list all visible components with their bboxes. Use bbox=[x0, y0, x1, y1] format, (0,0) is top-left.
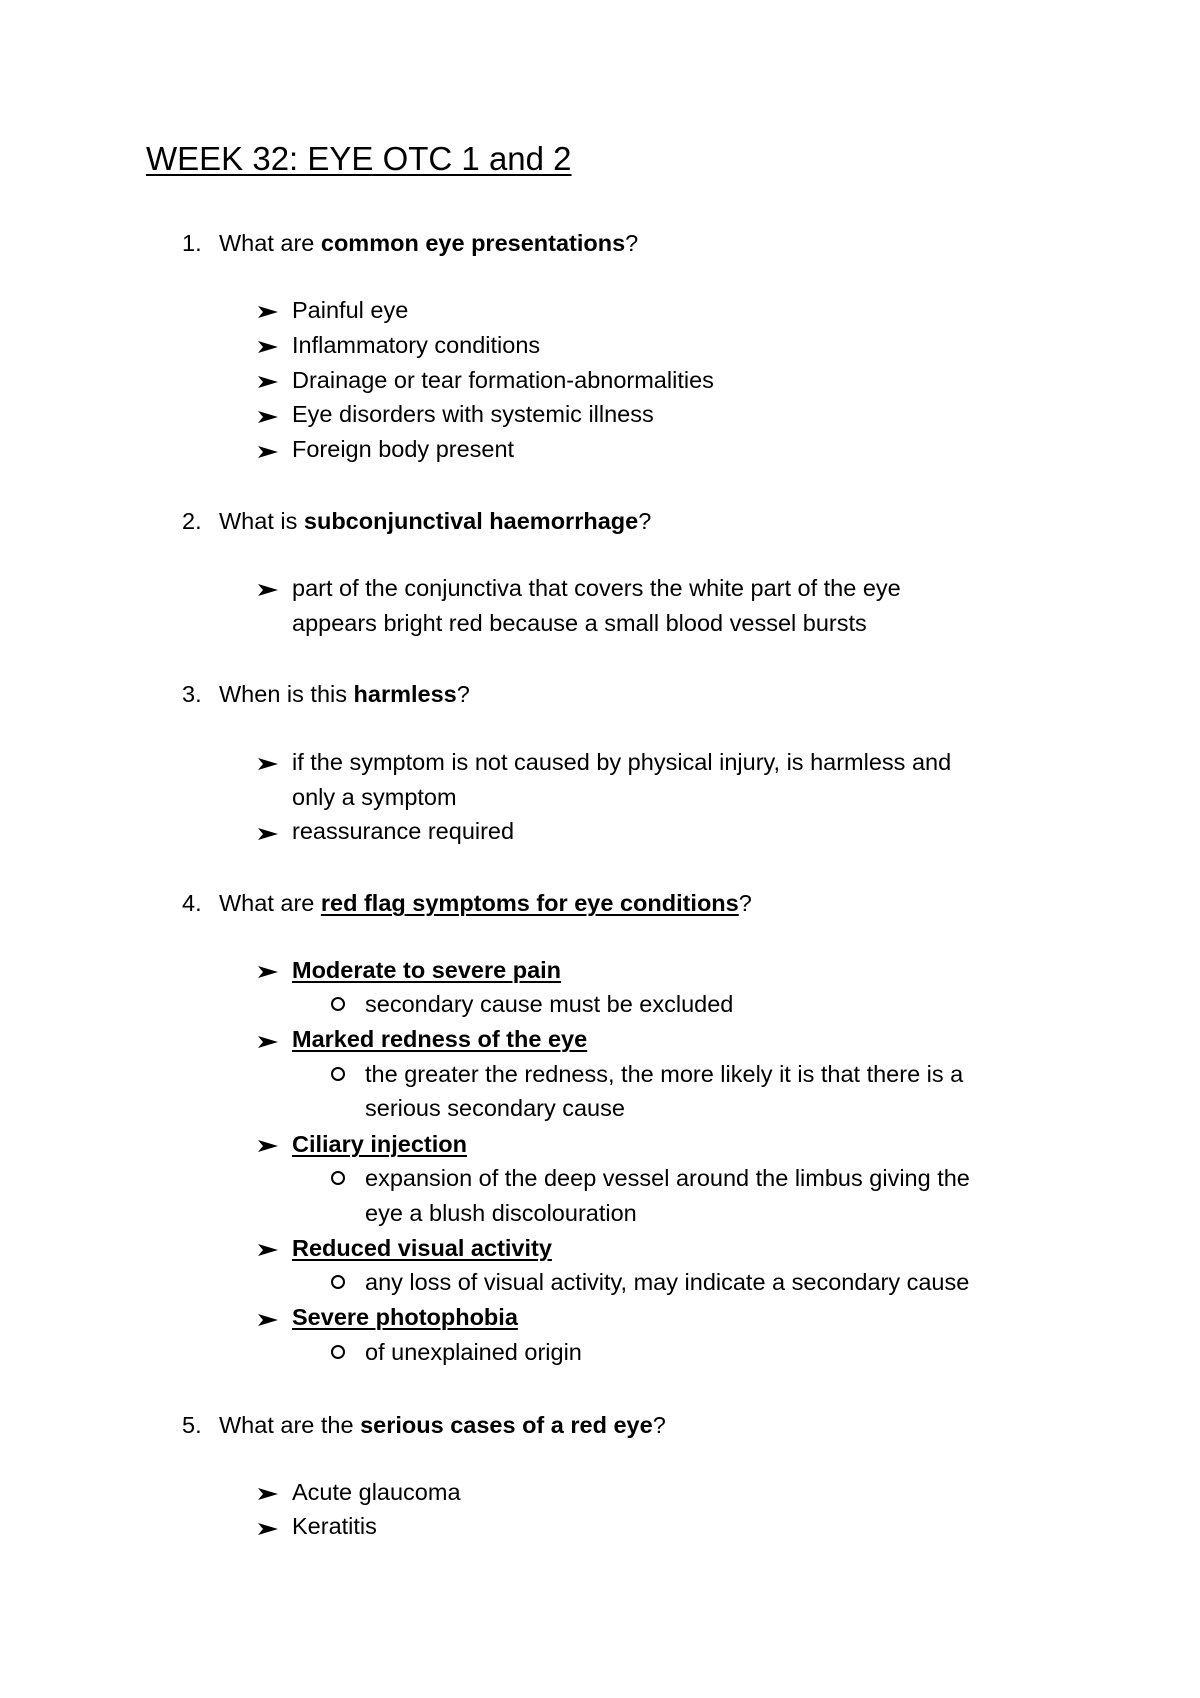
sub-answer-line: eye a blush discolouration bbox=[365, 1200, 637, 1226]
answer-line: Eye disorders with systemic illness bbox=[292, 401, 654, 427]
sub-answer-line: of unexplained origin bbox=[365, 1339, 582, 1365]
answer-line: Drainage or tear formation-abnormalities bbox=[292, 367, 714, 393]
sub-answer-line: any loss of visual activity, may indicate a secondary cause bbox=[365, 1269, 970, 1295]
question-text: What are the serious cases of a red eye? bbox=[219, 1412, 666, 1438]
arrow-bullet-icon bbox=[257, 965, 279, 979]
sub-answer-line: serious secondary cause bbox=[365, 1095, 625, 1121]
question-emphasis: serious cases of a red eye bbox=[360, 1412, 653, 1438]
question-number: 3. bbox=[182, 681, 202, 707]
page-title: WEEK 32: EYE OTC 1 and 2 bbox=[146, 140, 572, 177]
arrow-bullet-icon bbox=[257, 375, 279, 389]
question-emphasis: harmless bbox=[353, 681, 457, 707]
arrow-bullet-icon bbox=[257, 757, 279, 771]
arrow-bullet-icon bbox=[257, 1313, 279, 1327]
answer-line: Painful eye bbox=[292, 297, 409, 323]
red-flag-heading: Moderate to severe pain bbox=[292, 957, 562, 983]
question-number: 4. bbox=[182, 890, 202, 916]
arrow-bullet-icon bbox=[257, 827, 279, 841]
circle-bullet-icon bbox=[331, 1171, 345, 1185]
question-emphasis: common eye presentations bbox=[320, 230, 626, 256]
question-text: What are red flag symptoms for eye conditions? bbox=[219, 890, 752, 916]
answer-line: reassurance required bbox=[292, 818, 515, 844]
answer-line: if the symptom is not caused by physical injury, is harmless and bbox=[292, 749, 952, 775]
question-emphasis: red flag symptoms for eye conditions bbox=[320, 890, 739, 916]
question-number: 2. bbox=[182, 508, 202, 534]
sub-answer-line: expansion of the deep vessel around the limbus giving the bbox=[365, 1165, 970, 1191]
arrow-bullet-icon bbox=[257, 340, 279, 354]
red-flag-heading: Reduced visual activity bbox=[292, 1235, 552, 1261]
arrow-bullet-icon bbox=[257, 583, 279, 597]
answer-line: appears bright red because a small blood vessel bursts bbox=[292, 610, 867, 636]
arrow-bullet-icon bbox=[257, 1243, 279, 1257]
circle-bullet-icon bbox=[331, 1067, 345, 1081]
arrow-bullet-icon bbox=[257, 305, 279, 319]
question-number: 1. bbox=[182, 230, 202, 256]
answer-line: part of the conjunctiva that covers the white part of the eye bbox=[292, 575, 901, 601]
answer-line: Inflammatory conditions bbox=[292, 332, 541, 358]
arrow-bullet-icon bbox=[257, 1035, 279, 1049]
question-text: What is subconjunctival haemorrhage? bbox=[219, 508, 652, 534]
answer-line: Acute glaucoma bbox=[292, 1479, 461, 1505]
question-text: When is this harmless? bbox=[219, 681, 470, 707]
sub-answer-line: the greater the redness, the more likely it is that there is a bbox=[365, 1061, 964, 1087]
red-flag-heading: Marked redness of the eye bbox=[292, 1026, 588, 1052]
red-flag-heading: Ciliary injection bbox=[292, 1131, 467, 1157]
question-emphasis: subconjunctival haemorrhage bbox=[303, 508, 639, 534]
arrow-bullet-icon bbox=[257, 1487, 279, 1501]
question-text: What are common eye presentations? bbox=[219, 230, 639, 256]
circle-bullet-icon bbox=[331, 997, 345, 1011]
circle-bullet-icon bbox=[331, 1345, 345, 1359]
arrow-bullet-icon bbox=[257, 445, 279, 459]
arrow-bullet-icon bbox=[257, 1139, 279, 1153]
answer-line: only a symptom bbox=[292, 784, 457, 810]
red-flag-heading: Severe photophobia bbox=[292, 1304, 518, 1330]
question-number: 5. bbox=[182, 1412, 202, 1438]
sub-answer-line: secondary cause must be excluded bbox=[365, 991, 734, 1017]
circle-bullet-icon bbox=[331, 1275, 345, 1289]
answer-line: Keratitis bbox=[292, 1513, 377, 1539]
arrow-bullet-icon bbox=[257, 410, 279, 424]
answer-line: Foreign body present bbox=[292, 436, 515, 462]
arrow-bullet-icon bbox=[257, 1522, 279, 1536]
